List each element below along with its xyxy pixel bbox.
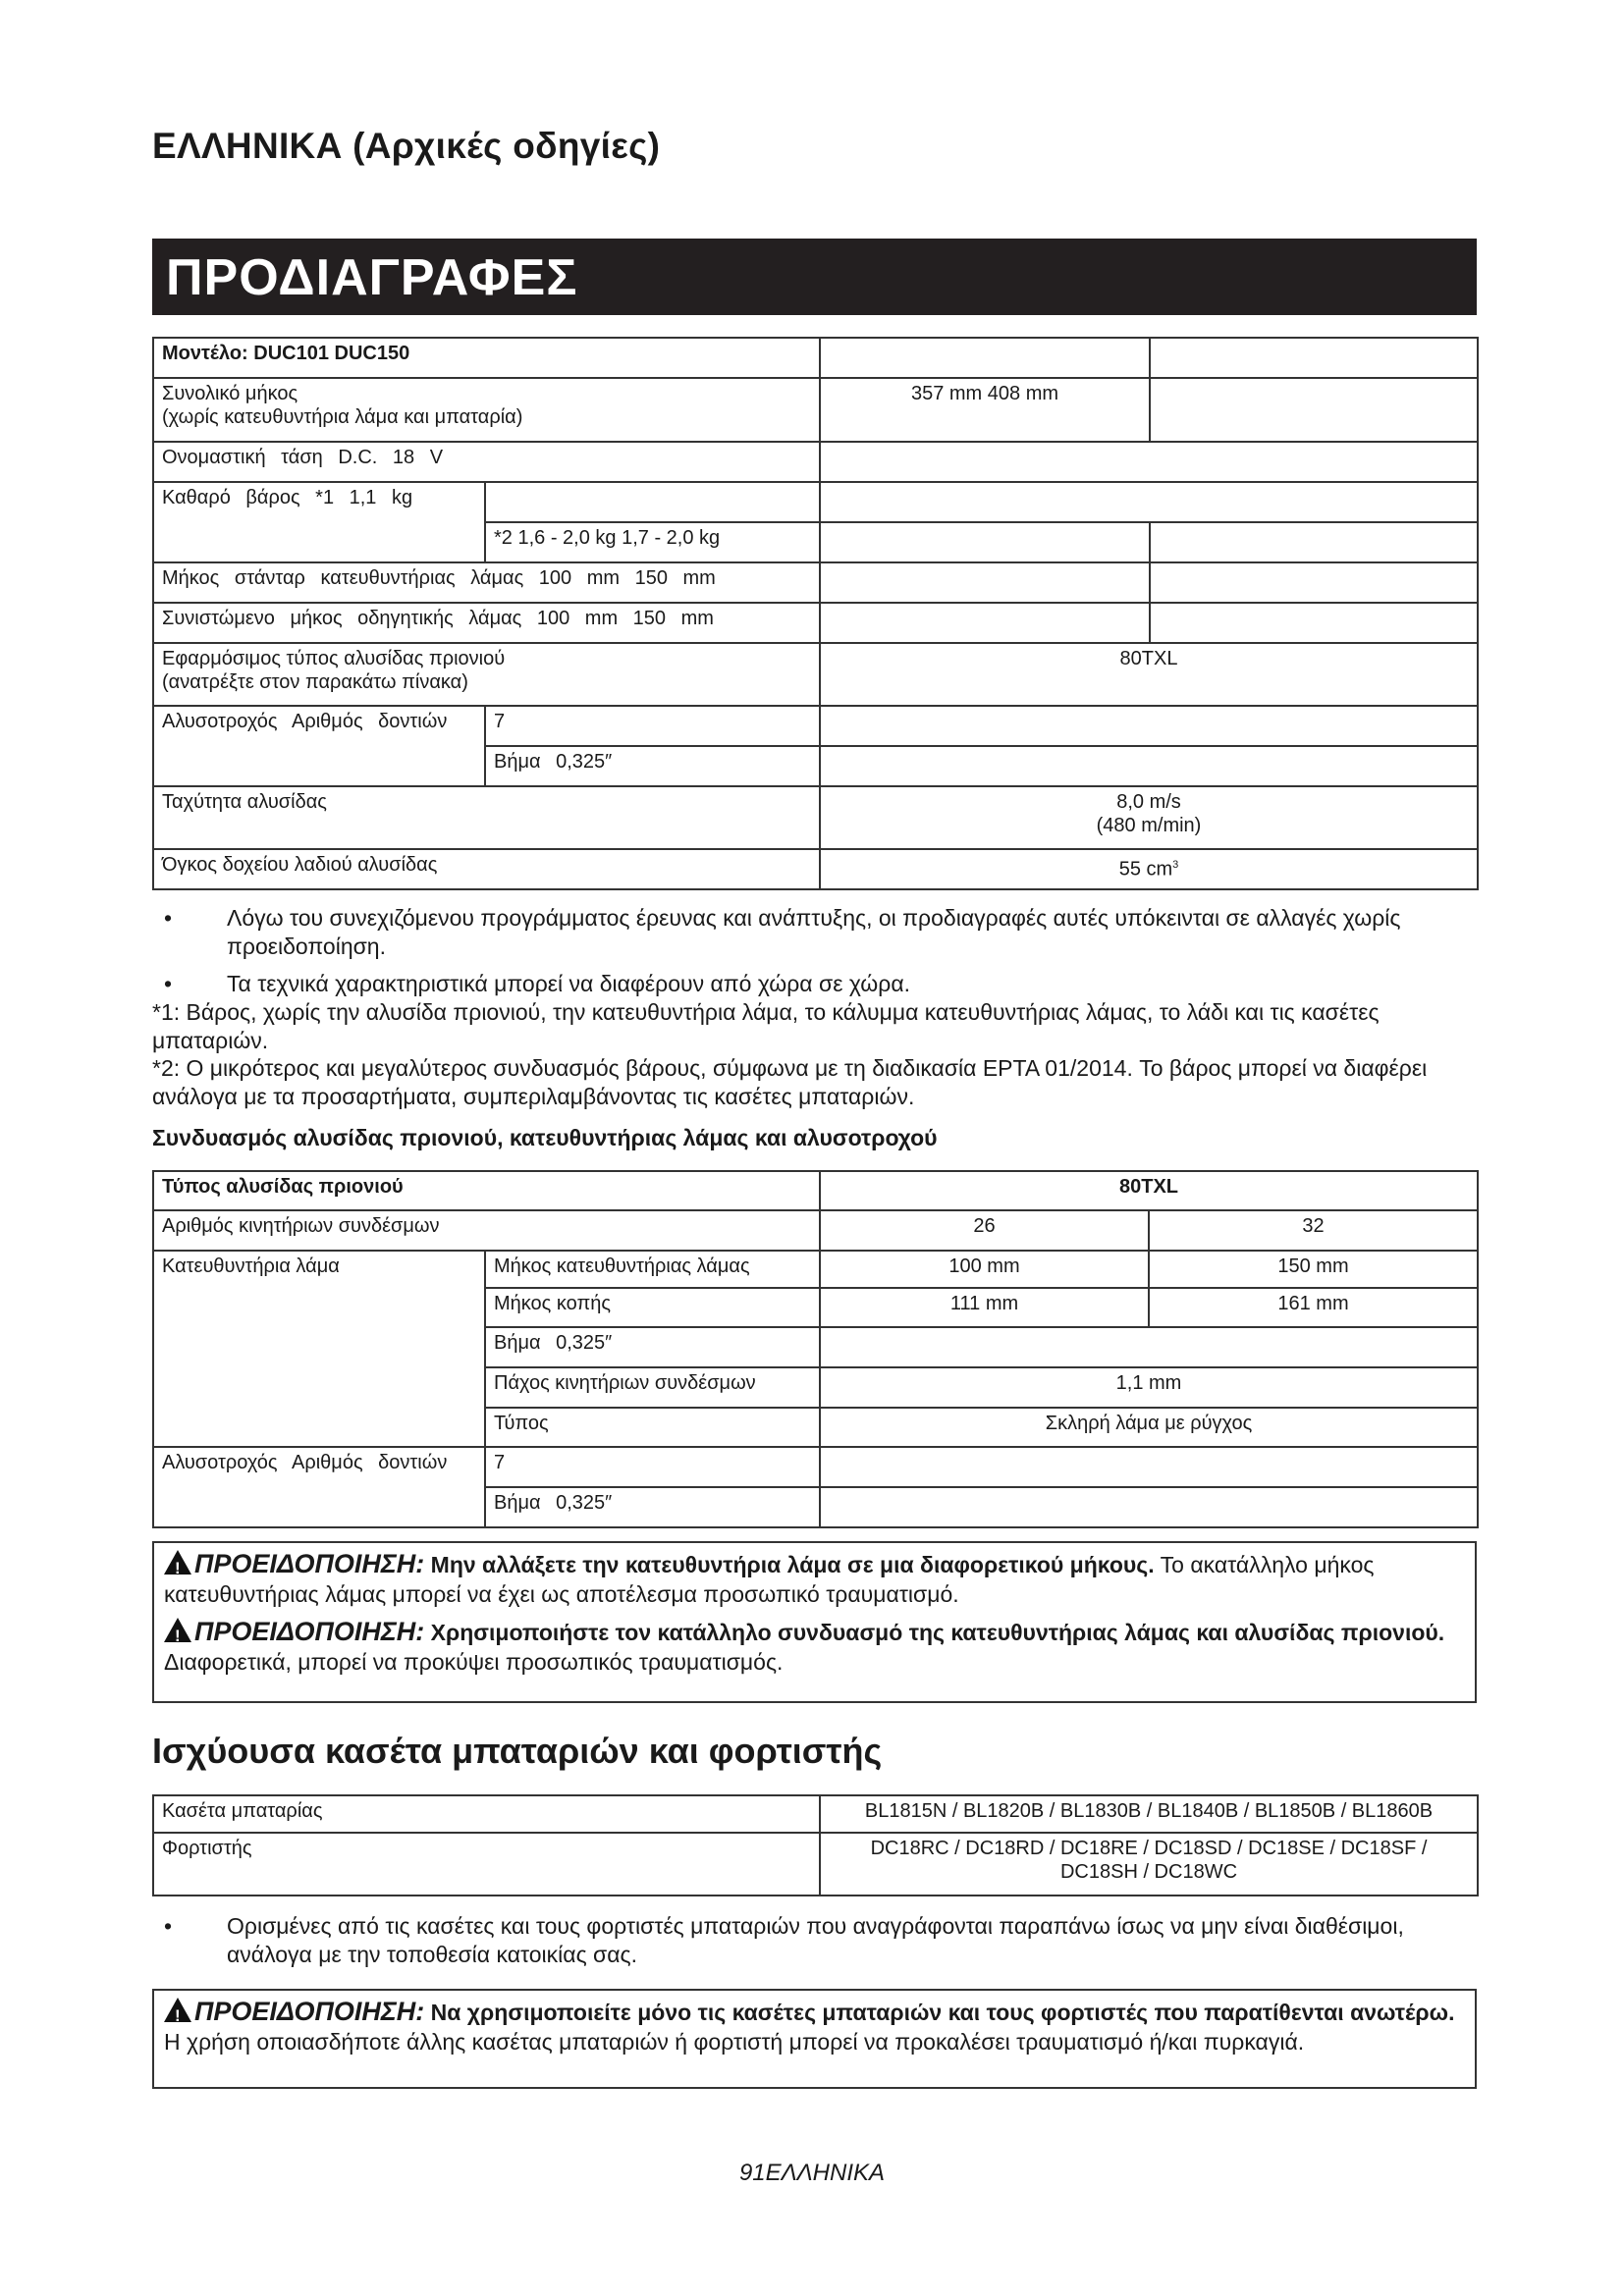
- chain-speed-value: 8,0 m/s (480 m/min): [820, 786, 1478, 849]
- table-row: [153, 849, 1478, 889]
- table-row: Κατευθυντήρια λάμα Μήκος κατευθυντήριας λάμας 100 mm 150 mm: [153, 1251, 1478, 1288]
- voltage-cell: Ονομαστική τάση D.C. 18 V: [153, 442, 820, 482]
- model-cell: Μοντέλο: DUC101 DUC150: [153, 338, 820, 378]
- table-row: Κασέτα μπαταρίας BL1815N / BL1820B / BL1830B / BL1840B / BL1850B / BL1860B: [153, 1795, 1478, 1833]
- combination-heading: Συνδυασμός αλυσίδας πριονιού, κατευθυντήριας λάμας και αλυσοτροχού: [152, 1125, 938, 1150]
- warning-box-battery: [152, 1989, 1477, 2089]
- battery-table: [152, 1794, 1479, 1896]
- footnote-1: *1: Βάρος, χωρίς την αλυσίδα πριονιού, την κατευθυντήρια λάμα, το κάλυμμα κατευθυντήριας λάμας, το λάδι και τις κασέτες μπαταριών.: [152, 999, 1380, 1053]
- chain-speed-label: Ταχύτητα αλυσίδας: [153, 786, 820, 849]
- combination-table: [152, 1170, 1479, 1528]
- table-row: [153, 786, 1478, 849]
- bullet-icon: •: [164, 905, 173, 931]
- table-row: [153, 442, 1478, 482]
- page-language-title: ΕΛΛΗΝΙΚΑ (Αρχικές οδηγίες): [152, 126, 661, 166]
- oil-volume-label: Όγκος δοχείου λαδιού αλυσίδας: [153, 849, 820, 889]
- specifications-banner: ΠΡΟΔΙΑΓΡΑΦΕΣ: [152, 239, 1477, 315]
- sprocket-teeth: 7: [485, 706, 820, 746]
- chain-type-value: 80TXL: [820, 643, 1478, 706]
- table-row: [153, 603, 1478, 643]
- warning-1: !ΠΡΟΕΙΔΟΠΟΙΗΣΗ: Μην αλλάξετε την κατευθυντήρια λάμα σε μια διαφορετικού μήκους. Το ακατάλληλο μήκος κατευθυντήριας λάμας μπορεί να έχει ως αποτέλεσμα προσωπικό τραυματισμό.: [164, 1549, 1465, 1609]
- footnote-2: *2: Ο μικρότερος και μεγαλύτερος συνδυασμός βάρους, σύμφωνα με τη διαδικασία EPTA 01/2014. Το βάρος μπορεί να διαφέρει ανάλογα με τα προσαρτήματα, συμπεριλαμβάνοντας τις κασέτες μπαταριών.: [152, 1055, 1428, 1109]
- warning-icon: [164, 1618, 191, 1642]
- warning-icon: [164, 1550, 191, 1575]
- rec-bar-length-cell: Συνιστώμενο μήκος οδηγητικής λάμας 100 mm 150 mm: [153, 603, 820, 643]
- warning-3: !ΠΡΟΕΙΔΟΠΟΙΗΣΗ: Να χρησιμοποιείτε μόνο τις κασέτες μπαταριών και τους φορτιστές που παρατίθενται ανωτέρω. Η χρήση οποιασδήποτε άλλης κασέτας μπαταριών ή φορτιστή μπορεί να προκαλέσει τραυματισμό ή/και πυρκαγιά.: [164, 1997, 1465, 2056]
- pitch-cell: Βήμα 0,325″: [485, 746, 820, 786]
- table-row: Μήκος κοπής 111 mm 161 mm: [153, 1288, 1478, 1327]
- sprocket-label: Αλυσοτροχός Αριθμός δοντιών: [153, 706, 485, 786]
- battery-section-title: Ισχύουσα κασέτα μπαταριών και φορτιστής: [152, 1731, 883, 1771]
- table-row: [153, 482, 1478, 522]
- table-row: Αριθμός κινητήριων συνδέσμων 26 32: [153, 1210, 1478, 1251]
- overall-length-label: Συνολικό μήκος (χωρίς κατευθυντήρια λάμα και μπαταρία): [153, 378, 820, 442]
- oil-volume-value: 55 $cm^3$: [820, 849, 1478, 889]
- table-row: [153, 706, 1478, 746]
- warning-box-bar: [152, 1541, 1477, 1703]
- table-row: Φορτιστής DC18RC / DC18RD / DC18RE / DC18SD / DC18SE / DC18SF / DC18SH / DC18WC: [153, 1833, 1478, 1896]
- bullet-icon: •: [164, 971, 173, 996]
- chain-type-label: Εφαρμόσιμος τύπος αλυσίδας πριονιού (ανατρέξτε στον παρακάτω πίνακα): [153, 643, 820, 706]
- std-bar-length-cell: Μήκος στάνταρ κατευθυντήριας λάμας 100 mm 150 mm: [153, 562, 820, 603]
- overall-length-value: 357 mm 408 mm: [820, 378, 1150, 442]
- table-row: [153, 643, 1478, 706]
- table-row: Τύπος Σκληρή λάμα με ρύγχος: [153, 1408, 1478, 1447]
- warning-2: !ΠΡΟΕΙΔΟΠΟΙΗΣΗ: Χρησιμοποιήστε τον κατάλληλο συνδυασμό της κατευθυντήριας λάμας και αλυσίδας πριονιού. Διαφορετικά, μπορεί να προκύψει προσωπικός τραυματισμός.: [164, 1617, 1465, 1677]
- table-row: Αλυσοτροχός Αριθμός δοντιών 7: [153, 1447, 1478, 1487]
- weight-2-cell: *2 1,6 - 2,0 kg 1,7 - 2,0 kg: [485, 522, 820, 562]
- weight-label: Καθαρό βάρος *1 1,1 kg: [153, 482, 485, 562]
- table-row: [153, 378, 1478, 442]
- warning-icon: [164, 1998, 191, 2022]
- table-row: Βήμα 0,325″: [153, 1487, 1478, 1527]
- table-row: Πάχος κινητήριων συνδέσμων 1,1 mm: [153, 1367, 1478, 1408]
- spec-table: [152, 337, 1479, 890]
- table-row: [153, 338, 1478, 378]
- table-row: [153, 562, 1478, 603]
- bullet-icon: •: [164, 1913, 173, 1939]
- page-footer: 91ΕΛΛΗΝΙΚΑ: [738, 2160, 886, 2186]
- table-row: Βήμα 0,325″: [153, 1327, 1478, 1367]
- table-row: Τύπος αλυσίδας πριονιού 80TXL: [153, 1171, 1478, 1210]
